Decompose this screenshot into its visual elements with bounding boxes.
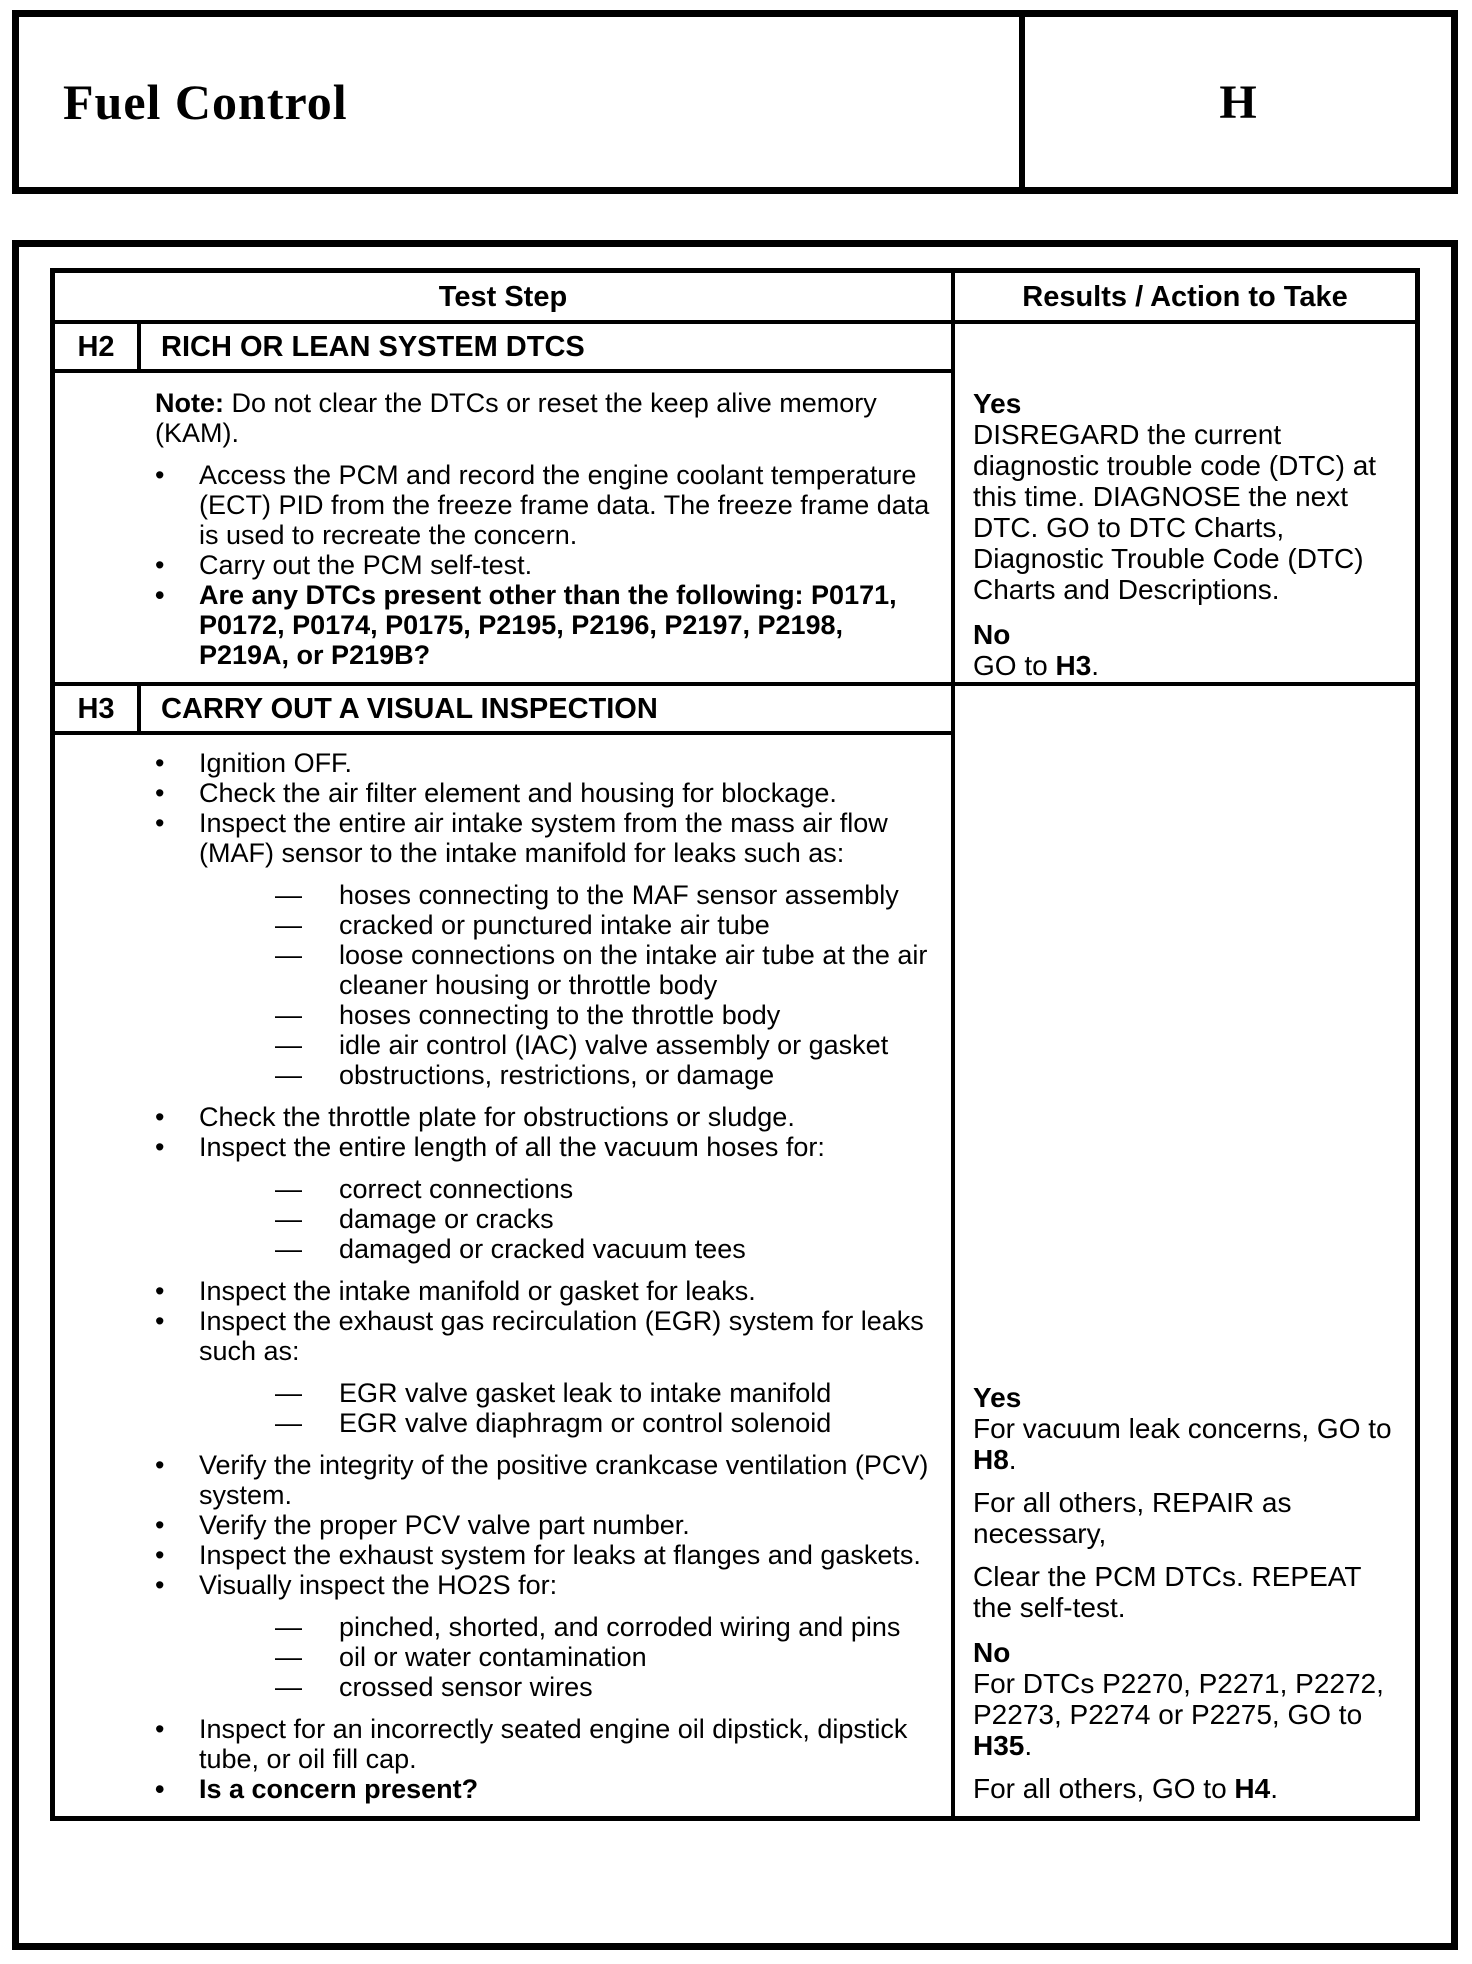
step-h2	[55, 324, 1415, 686]
bullet-item: • Access the PCM and record the engine coolant temperature (ECT) PID from the freeze frame data. The freeze frame data is used to recreate the concern.	[155, 460, 930, 550]
bullet-item: • Inspect the entire length of all the vacuum hoses for:	[155, 1132, 825, 1162]
col-header-test-step: Test Step	[55, 273, 955, 320]
bullet-icon: •	[155, 550, 165, 580]
goto-ref: H3	[1055, 650, 1092, 681]
dash-sublist	[55, 1378, 939, 1438]
dash-item: — hoses connecting to the MAF sensor assembly	[275, 880, 899, 910]
col-header-results: Results / Action to Take	[1022, 281, 1348, 313]
dash-icon: —	[275, 940, 302, 970]
section-letter: H	[1219, 75, 1257, 129]
bullet-item: • Check the throttle plate for obstructions or sludge.	[155, 1102, 795, 1132]
result-label-yes: Yes	[973, 1382, 1022, 1413]
bullet-icon: •	[155, 778, 165, 808]
page-title: Fuel Control	[63, 74, 348, 130]
bullet-icon: •	[155, 460, 165, 490]
result-label-no: No	[973, 1637, 1011, 1668]
result-goto: For DTCs P2270, P2271, P2272, P2273, P2274 or P2275, GO to H35.	[973, 1668, 1384, 1761]
step-h2-id: H2	[55, 324, 141, 369]
step-h2-results-cell	[955, 324, 1415, 682]
dash-icon: —	[275, 1234, 302, 1264]
dash-icon: —	[275, 1408, 302, 1438]
bullet-icon: •	[155, 1774, 165, 1804]
step-h2-title-row	[55, 324, 951, 373]
result-goto: For all others, GO to H4.	[973, 1773, 1278, 1804]
result-label-no: No	[973, 619, 1011, 650]
step-h2-title: RICH OR LEAN SYSTEM DTCS	[161, 331, 585, 363]
bullet-item-question: • Is a concern present?	[155, 1774, 479, 1804]
step-h2-test-cell	[55, 324, 955, 682]
bullet-item: • Ignition OFF.	[155, 748, 353, 778]
bullet-icon: •	[155, 808, 165, 838]
result-goto: For vacuum leak concerns, GO to H8.	[973, 1413, 1392, 1475]
goto-ref: H8	[973, 1444, 1009, 1475]
bullet-item: • Inspect the exhaust system for leaks at flanges and gaskets.	[155, 1540, 921, 1570]
bullet-item: • Inspect the exhaust gas recirculation (EGR) system for leaks such as:	[155, 1306, 924, 1366]
step-h3	[55, 686, 1415, 1816]
note-label: Note:	[155, 388, 224, 418]
dash-icon: —	[275, 880, 302, 910]
result-text: DISREGARD the current diagnostic trouble code (DTC) at this time. DIAGNOSE the next DTC. GO to DTC Charts, Diagnostic Trouble Code (DTC) Charts and Descriptions.	[973, 419, 1377, 605]
result-goto: GO to H3.	[973, 650, 1100, 681]
bullet-icon: •	[155, 1540, 165, 1570]
dash-icon: —	[275, 1672, 302, 1702]
dash-item: — EGR valve gasket leak to intake manifold	[275, 1378, 832, 1408]
dash-sublist	[55, 1612, 939, 1702]
dash-icon: —	[275, 910, 302, 940]
bullet-icon: •	[155, 1714, 165, 1744]
bullet-item: • Carry out the PCM self-test.	[155, 550, 533, 580]
bullet-item: • Verify the proper PCV valve part number.	[155, 1510, 690, 1540]
dash-icon: —	[275, 1204, 302, 1234]
dash-item: — hoses connecting to the throttle body	[275, 1000, 781, 1030]
bullet-item: • Check the air filter element and housing for blockage.	[155, 778, 837, 808]
dash-item: — EGR valve diaphragm or control solenoid	[275, 1408, 832, 1438]
step-h2-body	[55, 373, 951, 682]
dash-item: — idle air control (IAC) valve assembly or gasket	[275, 1030, 889, 1060]
dash-icon: —	[275, 1060, 302, 1090]
page-header-title-cell	[19, 17, 1025, 187]
diagnostic-table	[50, 268, 1420, 1821]
bullet-icon: •	[155, 1132, 165, 1162]
dash-icon: —	[275, 1000, 302, 1030]
step-h3-title-row	[55, 686, 951, 735]
dash-sublist	[55, 1174, 939, 1264]
dash-icon: —	[275, 1030, 302, 1060]
dash-icon: —	[275, 1612, 302, 1642]
dash-item: — obstructions, restrictions, or damage	[275, 1060, 775, 1090]
bullet-item: • Inspect the intake manifold or gasket for leaks.	[155, 1276, 756, 1306]
bullet-icon: •	[155, 1276, 165, 1306]
bullet-icon: •	[155, 1450, 165, 1480]
bullet-item: • Inspect for an incorrectly seated engine oil dipstick, dipstick tube, or oil fill cap.	[155, 1714, 908, 1774]
bullet-item: • Verify the integrity of the positive crankcase ventilation (PCV) system.	[155, 1450, 929, 1510]
result-label-yes: Yes	[973, 388, 1022, 419]
note-text: Do not clear the DTCs or reset the keep alive memory (KAM).	[155, 388, 877, 448]
step-h3-id: H3	[55, 686, 141, 731]
bullet-item-question: • Are any DTCs present other than the following: P0171, P0172, P0174, P0175, P2195, P2196, P2197, P2198, P219A, or P219B?	[155, 580, 897, 670]
outer-frame	[12, 240, 1458, 1950]
bullet-item: • Inspect the entire air intake system from the mass air flow (MAF) sensor to the intake manifold for leaks such as:	[155, 808, 888, 868]
step-h3-body	[55, 735, 951, 1816]
result-text: For all others, REPAIR as necessary,	[973, 1487, 1292, 1549]
bullet-icon: •	[155, 1306, 165, 1336]
dash-item: — pinched, shorted, and corroded wiring and pins	[275, 1612, 901, 1642]
result-text: Clear the PCM DTCs. REPEAT the self-test.	[973, 1561, 1361, 1623]
step-note	[55, 388, 939, 448]
step-h3-title: CARRY OUT A VISUAL INSPECTION	[161, 693, 658, 725]
dash-item: — loose connections on the intake air tube at the air cleaner housing or throttle body	[275, 940, 928, 1000]
step-h3-test-cell	[55, 686, 955, 1816]
table-header-row	[55, 273, 1415, 324]
step-h3-results-cell	[955, 686, 1415, 1816]
dash-item: — correct connections	[275, 1174, 574, 1204]
dash-item: — damaged or cracked vacuum tees	[275, 1234, 746, 1264]
dash-item: — damage or cracks	[275, 1204, 554, 1234]
page-header	[12, 10, 1458, 194]
dash-icon: —	[275, 1378, 302, 1408]
goto-ref: H4	[1234, 1773, 1271, 1804]
dash-item: — cracked or punctured intake air tube	[275, 910, 770, 940]
dash-icon: —	[275, 1174, 302, 1204]
bullet-icon: •	[155, 1510, 165, 1540]
goto-ref: H35	[973, 1730, 1025, 1761]
bullet-item: • Visually inspect the HO2S for:	[155, 1570, 558, 1600]
dash-sublist	[55, 880, 939, 1090]
dash-item: — crossed sensor wires	[275, 1672, 593, 1702]
dash-icon: —	[275, 1642, 302, 1672]
bullet-icon: •	[155, 1102, 165, 1132]
bullet-icon: •	[155, 1570, 165, 1600]
page-header-section-cell	[1025, 17, 1451, 187]
bullet-icon: •	[155, 580, 165, 610]
dash-item: — oil or water contamination	[275, 1642, 647, 1672]
bullet-icon: •	[155, 748, 165, 778]
